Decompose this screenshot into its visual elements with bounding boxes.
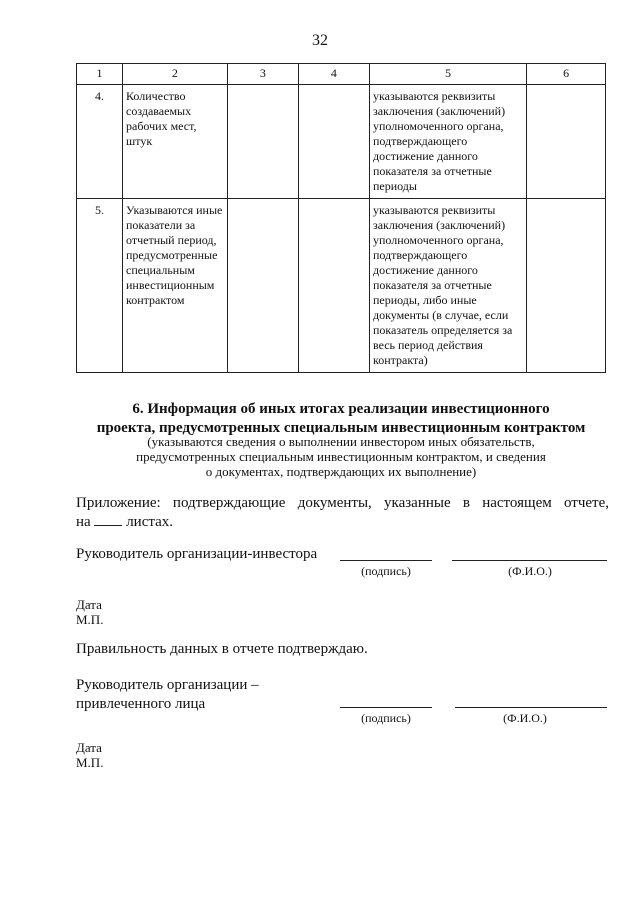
signature-label: (подпись): [361, 564, 411, 578]
section-note-line: (указываются сведения о выполнении инвестором иных обязательств,: [147, 434, 535, 449]
cell-col-6: [527, 85, 606, 199]
page-number: 32: [312, 32, 328, 49]
name-line-1[interactable]: [452, 560, 607, 561]
sheet-count-blank[interactable]: [94, 513, 122, 526]
section-note-line: предусмотренных специальным инвестиционным контрактом, и сведения: [136, 449, 546, 464]
signature-line-2[interactable]: [340, 707, 432, 708]
appendix-prefix: на: [76, 514, 91, 530]
signature-label: (подпись): [361, 711, 411, 725]
section-title-line: 6. Информация об иных итогах реализации инвестиционного: [132, 401, 550, 417]
name-label: (Ф.И.О.): [508, 564, 552, 578]
date-label: Дата: [76, 740, 102, 755]
cell-col-3: [227, 199, 298, 373]
seal-label: М.П.: [76, 755, 104, 770]
section-title-line: проекта, предусмотренных специальным инвестиционным контрактом: [96, 420, 586, 436]
confirmation-docs: указываются реквизиты заключения (заключений) уполномоченного органа, подтверждающего достижение данного показателя за отчетные периоды, либо иные документы (в случае, если показатель определяется за весь период действия контракта): [369, 199, 526, 373]
appendix: [76, 494, 609, 532]
report-table: [76, 63, 606, 373]
table-row: [77, 85, 606, 199]
signer-2-role: [76, 676, 259, 714]
confirmation-text: Правильность данных в отчете подтверждаю.: [76, 641, 368, 657]
section-note-line: о документах, подтверждающих их выполнение): [205, 464, 477, 479]
appendix-suffix: листах.: [126, 514, 174, 530]
indicator-name: Указываются иные показатели за отчетный период, предусмотренные специальным инвестиционным контрактом: [123, 199, 228, 373]
table-header-row: [77, 64, 606, 85]
header-col-3: 3: [227, 64, 298, 85]
name-line-2[interactable]: [455, 707, 607, 708]
name-label: (Ф.И.О.): [503, 711, 547, 725]
section-6-note: [76, 434, 606, 479]
header-col-6: 6: [527, 64, 606, 85]
confirmation-docs: указываются реквизиты заключения (заключений) уполномоченного органа, подтверждающего достижение данного показателя за отчетные периоды: [369, 85, 526, 199]
header-col-4: 4: [298, 64, 369, 85]
header-col-5: 5: [369, 64, 526, 85]
table-row: [77, 199, 606, 373]
header-col-2: 2: [123, 64, 228, 85]
signer-2-role-line: Руководитель организации –: [76, 677, 259, 693]
date-label: Дата: [76, 597, 102, 612]
cell-col-4: [298, 199, 369, 373]
row-number: 4.: [77, 85, 123, 199]
cell-col-6: [527, 199, 606, 373]
row-number: 5.: [77, 199, 123, 373]
signer-2-role-line: привлеченного лица: [76, 696, 206, 712]
cell-col-4: [298, 85, 369, 199]
signer-1-role: Руководитель организации-инвестора: [76, 546, 318, 562]
header-col-1: 1: [77, 64, 123, 85]
seal-label: М.П.: [76, 612, 104, 627]
section-6-title: [76, 400, 606, 438]
signature-line-1[interactable]: [340, 560, 432, 561]
indicator-name: Количество создаваемых рабочих мест, штук: [123, 85, 228, 199]
cell-col-3: [227, 85, 298, 199]
appendix-text: Приложение: подтверждающие документы, указанные в настоящем отчете,: [76, 495, 609, 511]
